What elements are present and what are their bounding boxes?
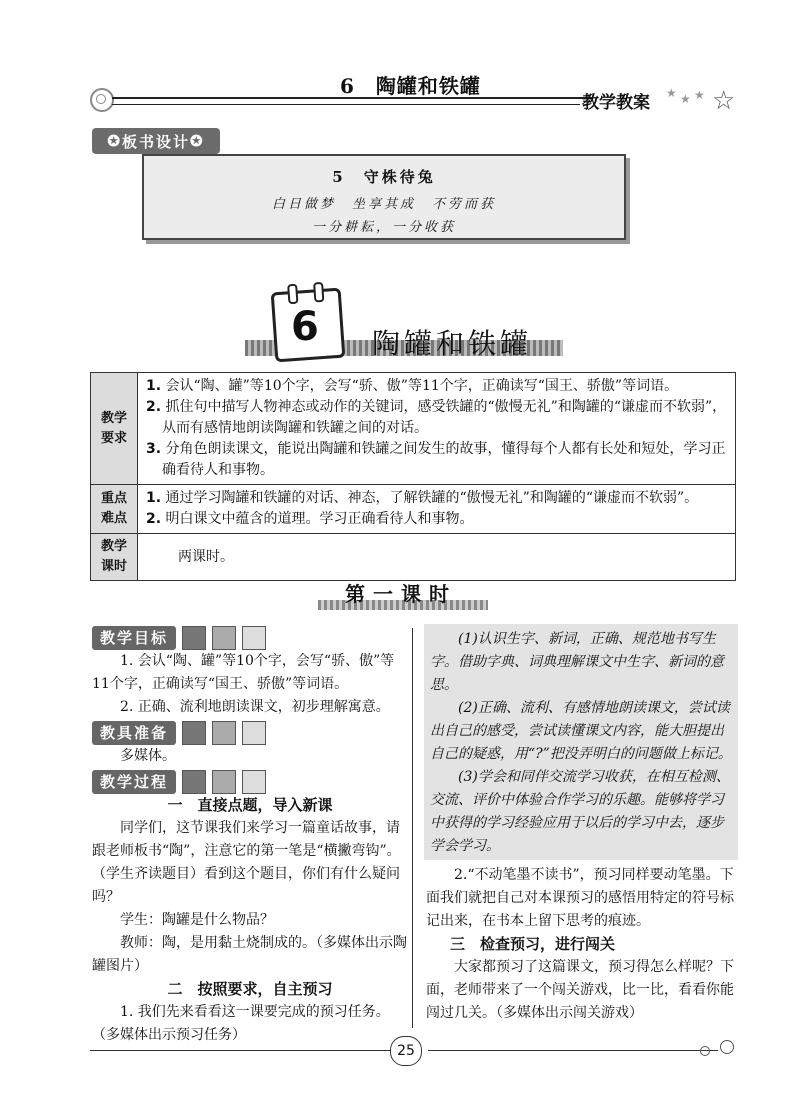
right-column <box>426 864 736 1025</box>
goal-2: 2. 正确、流利地朗读课文，初步理解寓意。 <box>120 699 390 715</box>
header-rule <box>112 97 592 99</box>
table-row <box>91 485 736 534</box>
square-decoration <box>242 626 266 650</box>
table-row <box>91 534 736 581</box>
goal-heading <box>92 626 408 650</box>
left-column <box>92 626 408 1047</box>
running-header-title: 6 陶罐和铁罐 <box>340 74 481 98</box>
star-icon: ★ <box>666 86 677 100</box>
goal-tag: 教学目标 <box>92 626 176 650</box>
requirements-content <box>138 373 736 485</box>
board-design-label: 板书设计 <box>121 132 190 151</box>
item-number: 2. <box>146 511 162 527</box>
list-item <box>146 376 727 397</box>
square-decoration <box>212 721 236 745</box>
section-title: 第一课时 <box>345 582 457 606</box>
item-text: 通过学习陶罐和铁罐的对话、神态，了解铁罐的“傲慢无礼”和陶罐的“谦虚而不软弱”。 <box>165 490 699 506</box>
star-icon: ★ <box>694 88 705 102</box>
process-heading <box>92 770 408 794</box>
key-points-label-text: 重点难点 <box>100 491 127 526</box>
item-text: 明白课文中蕴含的道理。学习正确看待人和事物。 <box>165 511 474 527</box>
board-line-title: 5 守株待兔 <box>332 168 436 186</box>
key-points-label <box>91 485 138 534</box>
step-2-paragraph: 1. 我们先来看看这一课要完成的预习任务。（多媒体出示预习任务） <box>92 1004 390 1043</box>
item-text: 会认“陶、罐”等10个字，会写“骄、傲”等11个字，正确读写“国王、骄傲”等词语。 <box>165 378 679 394</box>
list-item <box>146 439 727 481</box>
board-line-2: 白日做梦 坐享其成 不劳而获 <box>271 197 496 212</box>
square-decoration <box>242 770 266 794</box>
step-1-paragraph: 同学们，这节课我们来学习一篇童话故事，请跟老师板书“陶”，注意它的第一笔是“横撇弯钩”。（学生齐读题目）看到这个题目，你们有什么疑问吗？ <box>92 820 401 905</box>
page-number: 25 <box>390 1036 422 1066</box>
board-line-3: 一分耕耘，一分收获 <box>311 220 456 235</box>
class-hours-label-text: 教学课时 <box>100 539 127 574</box>
item-number: 1. <box>146 378 162 394</box>
item-number: 1. <box>146 490 162 506</box>
tools-text: 多媒体。 <box>120 748 176 764</box>
preview-task-2: (2)正确、流利、有感情地朗读课文，尝试读出自己的感受，尝试读懂课文内容，能大胆提出自己的疑惑，用“?”把没弄明白的问题做上标记。 <box>430 700 732 762</box>
square-decoration <box>212 770 236 794</box>
table-row <box>91 373 736 485</box>
requirements-label-text: 教学要求 <box>100 410 127 446</box>
circle-decoration <box>700 1046 710 1056</box>
step-2-paragraph-2: 2.“不动笔墨不读书”，预习同样要动笔墨。下面我们就把自己对本课预习的感悟用特定的符号标记出来，在书本上留下思考的痕迹。 <box>426 867 734 929</box>
star-icon: ★ <box>680 92 691 106</box>
preview-task-3: (3)学会和同伴交流学习收获，在相互检测、交流、评价中体验合作学习的乐趣。能够将学习中获得的学习经验应用于以后的学习中去，逐步学会学习。 <box>430 769 730 854</box>
class-hours-value: 两课时。 <box>138 534 736 581</box>
calendar-ring <box>287 284 298 305</box>
header-circle-decoration-inner <box>96 94 106 104</box>
item-number: 2. <box>146 399 162 415</box>
step-1-student: 学生：陶罐是什么物品？ <box>120 912 274 928</box>
goal-1: 1. 会认“陶、罐”等10个字，会写“骄、傲”等11个字，正确读写“国王、骄傲”等词语。 <box>92 653 395 692</box>
square-decoration <box>242 721 266 745</box>
footer-rule-left <box>90 1050 390 1051</box>
list-item <box>146 397 727 439</box>
column-divider <box>412 628 413 1028</box>
lesson-title: 陶罐和铁罐 <box>372 327 533 360</box>
square-decoration <box>212 626 236 650</box>
blackboard-design <box>142 154 626 240</box>
tools-heading <box>92 721 408 745</box>
list-item <box>146 488 727 509</box>
step-1-title: 一 直接点题，导入新课 <box>167 796 333 814</box>
item-text: 分角色朗读课文，能说出陶罐和铁罐之间发生的故事，懂得每个人都有长处和短处，学习正确看待人和事物。 <box>162 441 726 478</box>
lesson-number: 6 <box>291 304 319 350</box>
process-tag: 教学过程 <box>92 770 176 794</box>
step-2-title: 二 按照要求，自主预习 <box>167 980 333 998</box>
step-1-teacher: 教师：陶，是用黏土烧制成的。（多媒体出示陶罐图片） <box>92 935 407 974</box>
class-hours-label <box>91 534 138 581</box>
square-decoration <box>182 721 206 745</box>
teaching-objectives-table <box>90 372 736 581</box>
star-icon: ✪ <box>190 132 205 150</box>
key-points-content <box>138 485 736 534</box>
header-rule-thin <box>112 104 580 105</box>
calendar-ring <box>313 282 324 303</box>
list-item <box>146 509 727 530</box>
step-3-paragraph: 大家都预习了这篇课文，预习得怎么样呢？下面，老师带来了一个闯关游戏，比一比，看看你能闯过几关。（多媒体出示闯关游戏） <box>426 959 734 1021</box>
circle-decoration <box>720 1040 734 1054</box>
square-decoration <box>182 770 206 794</box>
preview-task-1: (1)认识生字、新词，正确、规范地书写生字。借助字典、词典理解课文中生字、新词的意思。 <box>430 631 724 693</box>
square-decoration <box>182 626 206 650</box>
board-design-tab <box>92 128 220 154</box>
item-number: 3. <box>146 441 162 457</box>
step-3-title: 三 检查预习，进行闯关 <box>450 935 616 953</box>
big-star-icon: ☆ <box>712 86 736 116</box>
requirements-label <box>91 373 138 485</box>
star-icon: ✪ <box>107 132 122 150</box>
tools-tag: 教具准备 <box>92 721 176 745</box>
header-tag: 教学教案 <box>582 93 650 113</box>
footer-rule-right <box>428 1050 718 1051</box>
preview-task-content <box>430 628 732 858</box>
item-text: 抓住句中描写人物神态或动作的关键词，感受铁罐的“傲慢无礼”和陶罐的“谦虚而不软弱”，从而有感情地朗读陶罐和铁罐之间的对话。 <box>162 399 727 436</box>
